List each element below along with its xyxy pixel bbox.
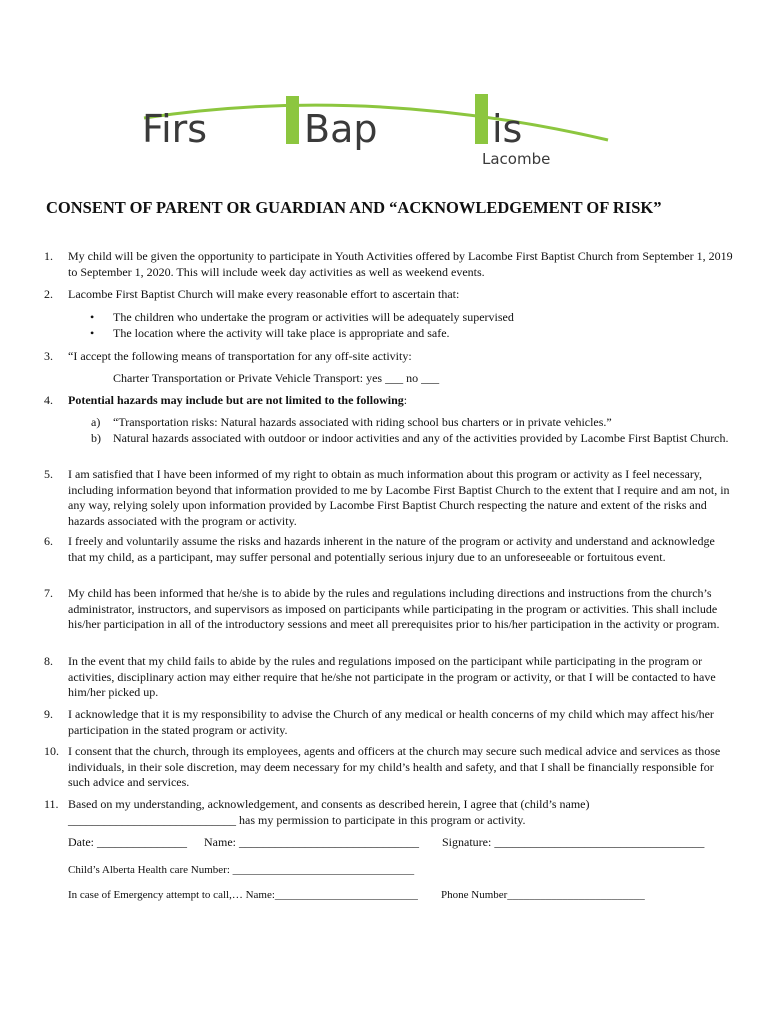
transport-choice-line: Charter Transportation or Private Vehicle Transport: yes ___ no ___ bbox=[113, 371, 440, 385]
item-number: 6. bbox=[44, 534, 53, 548]
list-item bbox=[44, 349, 734, 365]
list-item bbox=[44, 467, 734, 529]
date-field[interactable]: Date: _______________ bbox=[68, 835, 187, 849]
item-number: 9. bbox=[44, 707, 53, 721]
item-number: 11. bbox=[44, 797, 59, 811]
hazard-item bbox=[91, 415, 731, 431]
item-text: I freely and voluntarily assume the risks and hazards inherent in the nature of the program or activity and understand and acknowledge that my child, as a participant, may suffer personal and potentially serious injury due to an unforeseeable or fortuitous event. bbox=[68, 534, 715, 564]
signature-field[interactable]: Signature: ___________________________________ bbox=[442, 835, 705, 849]
hazard-text: “Transportation risks: Natural hazards associated with riding school bus charters or in private vehicles.” bbox=[113, 415, 612, 429]
item-number: 4. bbox=[44, 393, 53, 407]
item-number: 10. bbox=[44, 744, 59, 758]
item-number: 7. bbox=[44, 586, 53, 600]
item-text: Lacombe First Baptist Church will make every reasonable effort to ascertain that: bbox=[68, 287, 460, 301]
list-item bbox=[44, 393, 734, 409]
item-text: My child will be given the opportunity to participate in Youth Activities offered by Lacombe First Baptist Church from September 1, 2019 to September 1, 2020. This will include week day activities as well as weekend events. bbox=[68, 249, 733, 279]
emergency-phone-field[interactable]: Phone Number_________________________ bbox=[441, 889, 645, 901]
list-item bbox=[44, 654, 734, 701]
logo-subtitle: Lacombe bbox=[482, 150, 551, 168]
item-text: I acknowledge that it is my responsibility to advise the Church of any medical or health concerns of my child which may affect his/her participation in the stated program or activity. bbox=[68, 707, 714, 737]
item-number: 3. bbox=[44, 349, 53, 363]
list-item bbox=[44, 287, 734, 303]
health-care-number-field[interactable]: Child’s Alberta Health care Number: _________________________________ bbox=[68, 864, 415, 876]
list-item bbox=[44, 249, 734, 280]
item-number: 8. bbox=[44, 654, 53, 668]
logo-text-is: is bbox=[492, 107, 523, 151]
list-item bbox=[44, 797, 734, 828]
item-text: My child has been informed that he/she is to abide by the rules and regulations including directions and instructions from the church’s administrator, instructors, and supervisors as imposed on participants while participating in the program or activities. This shall include his/her participation in all of the introductory sessions and meet all prerequisites prior to his/her participation in the activity or program. bbox=[68, 586, 720, 631]
logo-graphic bbox=[138, 90, 614, 170]
hazard-text: Natural hazards associated with outdoor or indoor activities and any of the activities provided by Lacombe First Baptist Church. bbox=[113, 431, 729, 445]
emergency-contact-name-field[interactable]: In case of Emergency attempt to call,… Name:__________________________ bbox=[68, 889, 418, 901]
list-item bbox=[44, 586, 744, 633]
logo-text-bap: Bap bbox=[304, 107, 378, 151]
list-item bbox=[44, 534, 734, 565]
list-item bbox=[44, 744, 734, 791]
item-text: In the event that my child fails to abide by the rules and regulations imposed on the participant while participating in the program or activities, disciplinary action may either require that he/she not participate in the program or activity, or that I will be contacted to have him/her picked up. bbox=[68, 654, 716, 699]
form-title: CONSENT OF PARENT OR GUARDIAN AND “ACKNOWLEDGEMENT OF RISK” bbox=[46, 198, 662, 217]
item-text: “I accept the following means of transportation for any off-site activity: bbox=[68, 349, 412, 363]
bullet-text: The children who undertake the program or activities will be adequately supervised bbox=[113, 310, 514, 324]
hazard-item bbox=[91, 431, 731, 447]
item-number: 5. bbox=[44, 467, 53, 481]
list-item bbox=[44, 707, 734, 738]
bullet-icon: • bbox=[90, 310, 95, 324]
item-suffix: : bbox=[403, 393, 408, 407]
logo-text-first: Firs bbox=[142, 107, 208, 151]
bullet-icon: • bbox=[90, 326, 95, 340]
item-text: I consent that the church, through its employees, agents and officers at the church may secure such medical advice and services as those individuals, in their sole discretion, may deem necessary for my child’s health and safety, and that I shall be financially responsible for such advice and services. bbox=[68, 744, 721, 789]
first-baptist-logo bbox=[138, 90, 614, 170]
item-number: 2. bbox=[44, 287, 53, 301]
item-number: 1. bbox=[44, 249, 53, 263]
hazard-label: b) bbox=[91, 431, 101, 445]
name-field[interactable]: Name: ______________________________ bbox=[204, 835, 419, 849]
bullet-text: The location where the activity will take place is appropriate and safe. bbox=[113, 326, 450, 340]
bullet-item bbox=[90, 309, 514, 325]
item-text: Potential hazards may include but are not limited to the following bbox=[68, 393, 404, 407]
item-text: Based on my understanding, acknowledgement, and consents as described herein, I agree that (child’s name) ____________________________ has my permission to participate in this program or activity. bbox=[68, 797, 590, 827]
item-text: I am satisfied that I have been informed of my right to obtain as much information about this program or activity as I feel necessary, including information beyond that information provided to me by Lacombe First Baptist Church to the extent that I require and am not, in any way, relying solely upon information provided by Lacombe First Baptist Church respecting the nature and extent of the risks and hazards associated with the program or activity. bbox=[68, 467, 730, 528]
bullet-item bbox=[90, 325, 450, 341]
hazard-label: a) bbox=[91, 415, 101, 429]
